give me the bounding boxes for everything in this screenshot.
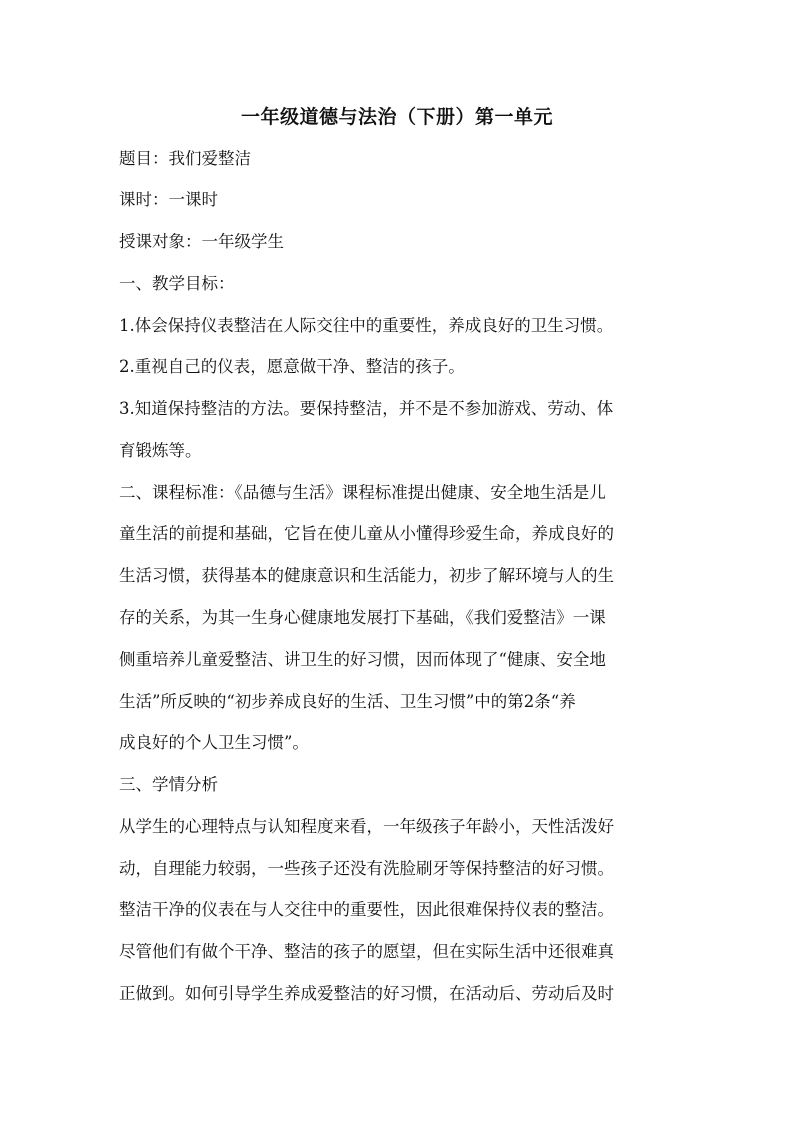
paragraph-line: 动，自理能力较弱，一些孩子还没有洗脸刷牙等保持整洁的好习惯。: [119, 859, 614, 878]
section-heading-curriculum: 二、课程标准：《品德与生活》课程标准提出健康、安全地生活是儿: [119, 483, 606, 502]
paragraph-line: 整洁干净的仪表在与人交往中的重要性，因此很难保持仪表的整洁。: [119, 900, 614, 919]
text-line-topic: 题目：我们爱整洁: [119, 149, 251, 168]
paragraph-line: 从学生的心理特点与认知程度来看，一年级孩子年龄小，天性活泼好: [119, 817, 614, 836]
text-line-audience: 授课对象：一年级学生: [119, 232, 284, 251]
section-heading-analysis: 三、学情分析: [119, 775, 218, 794]
paragraph-line: 生活习惯，获得基本的健康意识和生活能力，初步了解环境与人的生: [119, 566, 614, 585]
paragraph-line: 童生活的前提和基础，它旨在使儿童从小懂得珍爱生命，养成良好的: [119, 524, 614, 543]
paragraph-line: 生活”所反映的“初步养成良好的生活、卫生习惯”中的第2条“养: [119, 692, 576, 711]
paragraph-line: 尽管他们有做个干净、整洁的孩子的愿望，但在实际生活中还很难真: [119, 942, 614, 961]
objective-item-3: 3.知道保持整洁的方法。要保持整洁，并不是不参加游戏、劳动、体: [119, 399, 614, 418]
objective-item-3-continued: 育锻炼等。: [119, 441, 202, 460]
text-line-duration: 课时：一课时: [119, 190, 218, 209]
paragraph-line: 正做到。如何引导学生养成爱整洁的好习惯，在活动后、劳动后及时: [119, 984, 614, 1003]
paragraph-line: 成良好的个人卫生习惯”。: [119, 733, 309, 752]
objective-item-2: 2.重视自己的仪表，愿意做干净、整洁的孩子。: [119, 357, 465, 376]
section-heading-objectives: 一、教学目标：: [119, 274, 235, 293]
objective-item-1: 1.体会保持仪表整洁在人际交往中的重要性，养成良好的卫生习惯。: [119, 316, 614, 335]
paragraph-line: 侧重培养儿童爱整洁、讲卫生的好习惯，因而体现了“健康、安全地: [119, 650, 606, 669]
document-title: 一年级道德与法治（下册）第一单元: [240, 106, 553, 128]
paragraph-line: 存的关系，为其一生身心健康地发展打下基础，《我们爱整洁》一课: [119, 608, 606, 627]
